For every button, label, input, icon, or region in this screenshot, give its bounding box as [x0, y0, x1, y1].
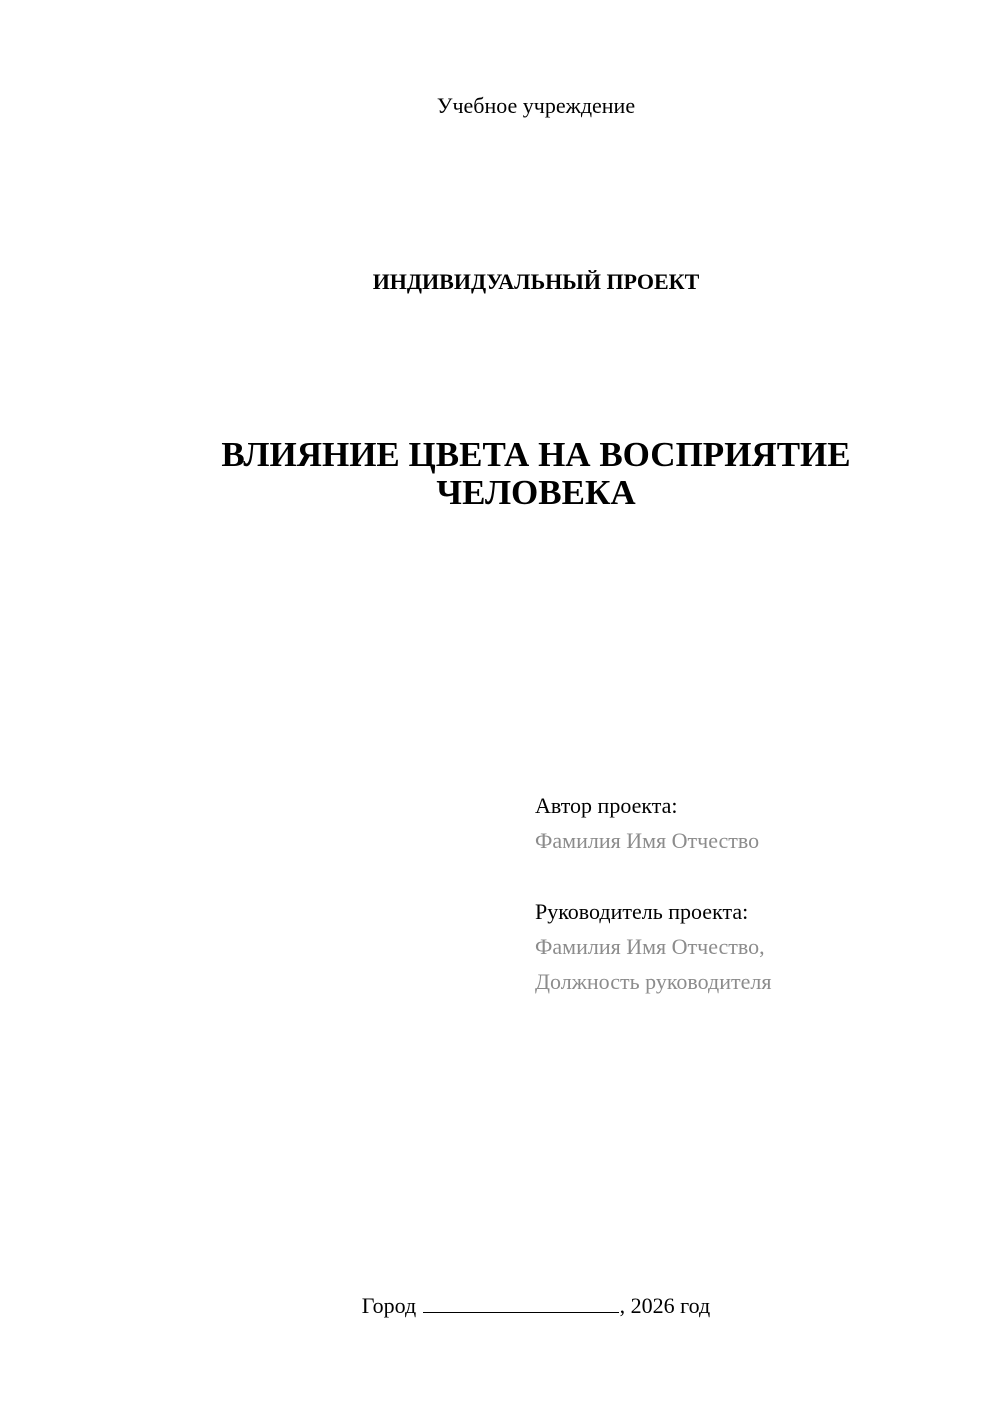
- supervisor-name: Фамилия Имя Отчество,: [535, 934, 765, 959]
- credits-spacer: [535, 858, 975, 894]
- city-year-line: [0, 1291, 1000, 1321]
- author-label: Автор проекта:: [535, 793, 678, 818]
- project-title-line-2: ЧЕЛОВЕКА: [436, 473, 636, 512]
- author-name: Фамилия Имя Отчество: [535, 828, 760, 853]
- credits-block: [535, 788, 975, 999]
- project-title: [0, 436, 1000, 512]
- project-title-line-1: ВЛИЯНИЕ ЦВЕТА НА ВОСПРИЯТИЕ: [221, 435, 851, 474]
- year-text: , 2026 год: [619, 1293, 711, 1318]
- supervisor-label: Руководитель проекта:: [535, 899, 749, 924]
- project-type-heading: ИНДИВИДУАЛЬНЫЙ ПРОЕКТ: [372, 269, 700, 294]
- supervisor-position: Должность руководителя: [535, 969, 772, 994]
- institution-name: Учебное учреждение: [436, 93, 636, 118]
- city-label: Город: [361, 1293, 417, 1318]
- city-blank-line: [423, 1292, 619, 1313]
